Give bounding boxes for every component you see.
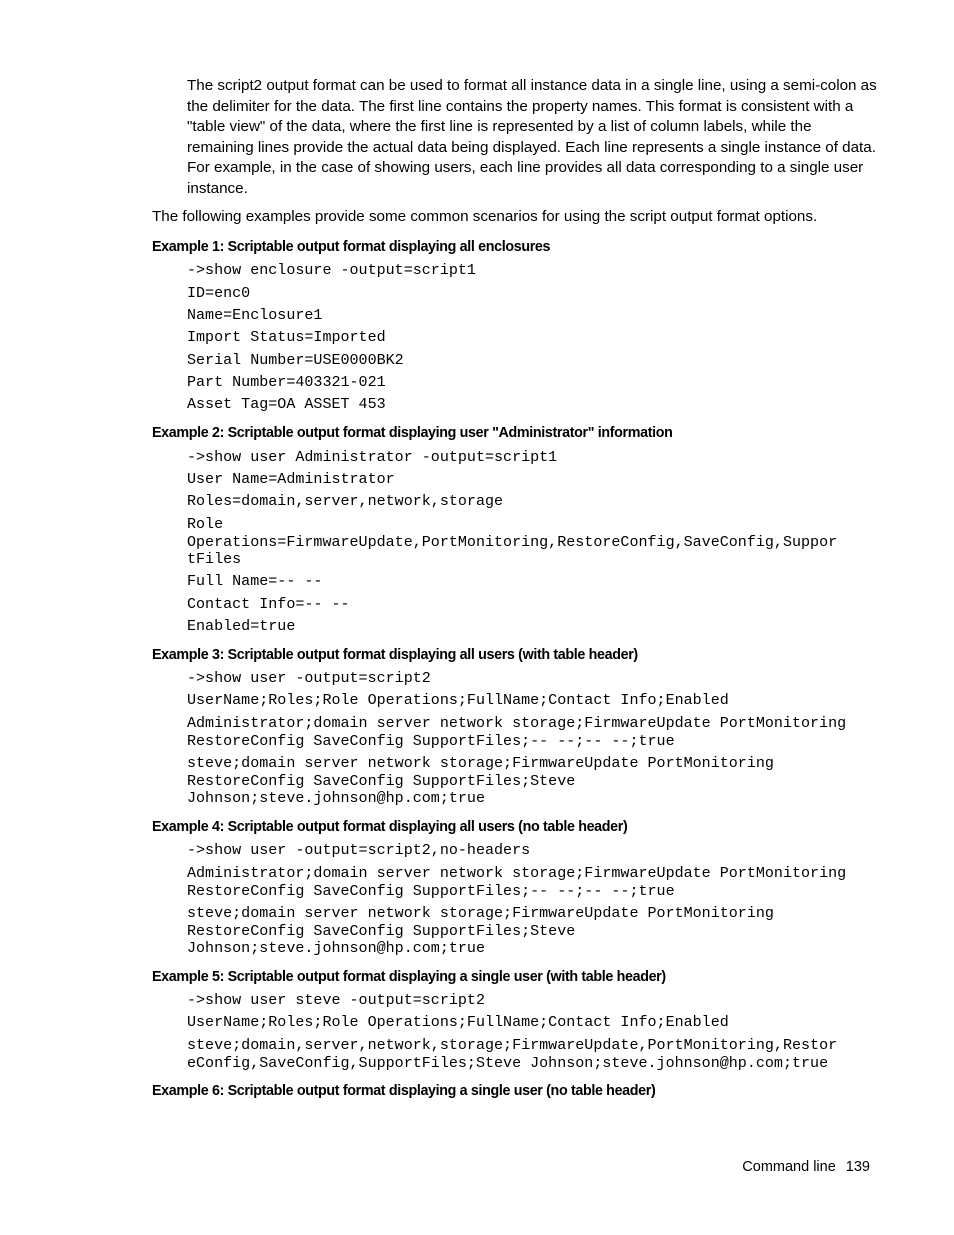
code-line: Full Name=-- --	[187, 572, 323, 590]
footer-section-title: Command line	[742, 1159, 836, 1175]
example-1-heading: Example 1: Scriptable output format displaying all enclosures	[152, 239, 551, 255]
code-line: UserName;Roles;Role Operations;FullName;Contact Info;Enabled	[187, 1013, 729, 1031]
example-3-heading: Example 3: Scriptable output format displaying all users (with table header)	[152, 647, 638, 663]
code-line: UserName;Roles;Role Operations;FullName;Contact Info;Enabled	[187, 691, 729, 709]
lead-paragraph: The following examples provide some common scenarios for using the script output format options.	[152, 208, 818, 225]
page-footer	[600, 1158, 870, 1176]
code-line: Administrator;domain server network storage;FirmwareUpdate PortMonitoring RestoreConfig SaveConfig SupportFiles;-- --;-- --;true	[187, 714, 847, 750]
code-line: steve;domain server network storage;FirmwareUpdate PortMonitoring RestoreConfig SaveConfig SupportFiles;Steve Johnson;steve.johnson@hp.com;true	[187, 754, 774, 807]
code-line: Import Status=Imported	[187, 328, 386, 346]
code-line: ID=enc0	[187, 284, 251, 302]
example-5-heading: Example 5: Scriptable output format displaying a single user (with table header)	[152, 969, 666, 985]
code-line: User Name=Administrator	[187, 470, 395, 488]
code-line: Name=Enclosure1	[187, 306, 323, 324]
code-line: Role Operations=FirmwareUpdate,PortMonitoring,RestoreConfig,SaveConfig,Suppor tFiles	[187, 515, 838, 568]
code-line: Contact Info=-- --	[187, 595, 350, 613]
code-line: Serial Number=USE0000BK2	[187, 351, 404, 369]
code-line: ->show user -output=script2	[187, 669, 431, 687]
code-line: steve;domain server network storage;FirmwareUpdate PortMonitoring RestoreConfig SaveConfig SupportFiles;Steve Johnson;steve.johnson@hp.com;true	[187, 904, 774, 957]
code-line: ->show user -output=script2,no-headers	[187, 841, 531, 859]
code-line: ->show user steve -output=script2	[187, 991, 485, 1009]
example-6-heading: Example 6: Scriptable output format displaying a single user (no table header)	[152, 1083, 656, 1099]
code-line: ->show user Administrator -output=script1	[187, 448, 558, 466]
code-line: Asset Tag=OA ASSET 453	[187, 395, 386, 413]
code-line: steve;domain,server,network,storage;FirmwareUpdate,PortMonitoring,Restor eConfig,SaveConfig,SupportFiles;Steve Johnson;steve.johnson@hp.com;true	[187, 1036, 838, 1072]
intro-paragraph: The script2 output format can be used to format all instance data in a single line, using a semi-colon as the delimiter for the data. The first line contains the property names. This format is consistent with a "table view" of the data, where the first line is represented by a list of column labels, while the remaining lines provide the actual data being displayed. Each line represents a single instance of data. For example, in the case of showing users, each line provides all data corresponding to a single user instance.	[187, 77, 877, 197]
code-line: Enabled=true	[187, 617, 296, 635]
example-2-heading: Example 2: Scriptable output format displaying user "Administrator" information	[152, 425, 673, 441]
code-line: ->show enclosure -output=script1	[187, 261, 476, 279]
code-line: Roles=domain,server,network,storage	[187, 492, 504, 510]
page-number: 139	[845, 1159, 870, 1175]
example-4-heading: Example 4: Scriptable output format displaying all users (no table header)	[152, 819, 628, 835]
code-line: Administrator;domain server network storage;FirmwareUpdate PortMonitoring RestoreConfig SaveConfig SupportFiles;-- --;-- --;true	[187, 864, 847, 900]
code-line: Part Number=403321-021	[187, 373, 386, 391]
